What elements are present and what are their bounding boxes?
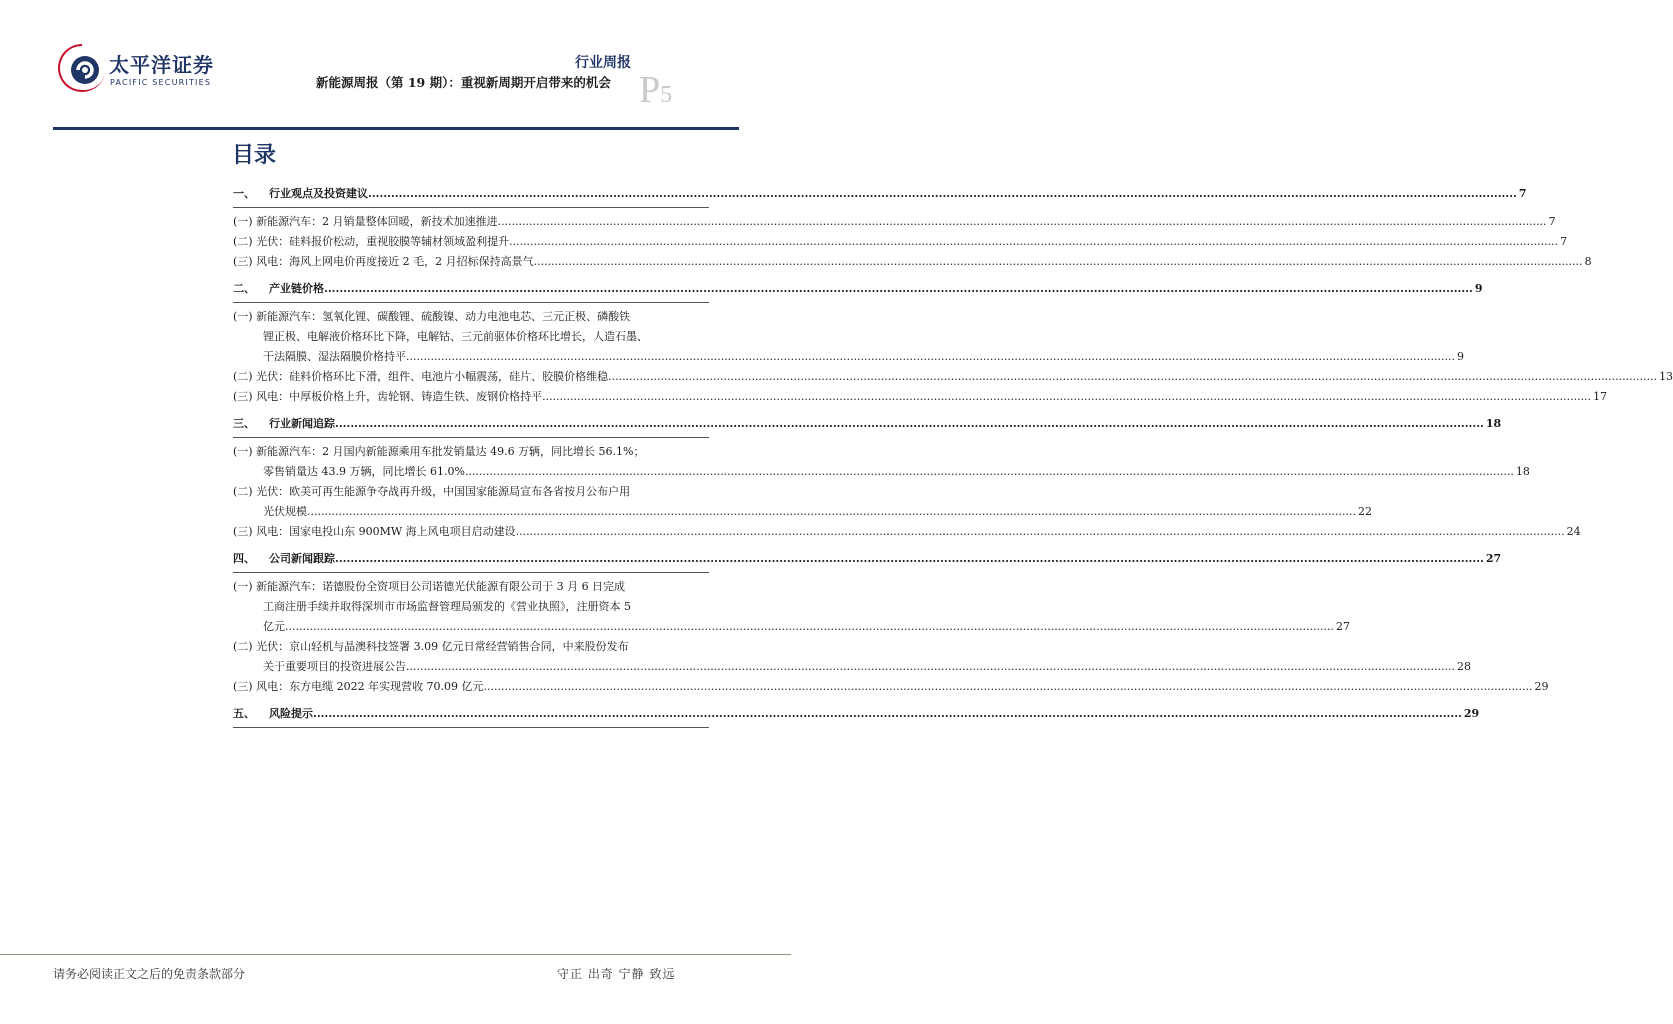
company-logo [52, 40, 272, 100]
toc-page-number: 28 [1456, 660, 1471, 673]
toc-page-number: 9 [1474, 282, 1483, 295]
toc-entry[interactable] [233, 367, 1673, 387]
toc-section-number: 四、 [233, 552, 255, 565]
toc-leader-dots: ............................................................................................................................................................................................................................................................................................................ [406, 350, 1455, 363]
toc-entry-text: (二) 光伏：硅料价格环比下滑，组件、电池片小幅震荡，硅片、胶膜价格维稳 [233, 370, 609, 383]
toc-entry[interactable] [233, 252, 1592, 272]
toc-leader-dots: ............................................................................................................................................................................................................................................................................................................ [483, 680, 1533, 693]
toc-entry[interactable] [233, 522, 1581, 542]
logo-text-cn: 太平洋证券 [109, 53, 214, 77]
toc-page-number: 7 [1560, 235, 1568, 248]
toc-leader-dots: ............................................................................................................................................................................................................................................................................................................ [307, 505, 1356, 518]
toc-entry[interactable] [233, 387, 1608, 407]
toc-entry-text: (一) 新能源汽车：氢氧化锂、碳酸锂、硫酸镍、动力电池电芯、三元正极、磷酸铁 [233, 310, 631, 323]
toc-entry-text: 关于重要项目的投资进展公告 [263, 660, 406, 673]
toc-entry[interactable] [233, 637, 1471, 677]
toc-entry[interactable] [233, 482, 1372, 522]
page-number [639, 68, 672, 112]
toc-section-title: 行业新闻追踪 [269, 417, 335, 430]
toc-page-number: 18 [1485, 417, 1502, 430]
toc-leader-dots: ............................................................................................................................................................................................................................................................................................................ [406, 660, 1455, 673]
toc-page-number: 27 [1485, 552, 1502, 565]
toc-entry[interactable] [233, 677, 1549, 697]
toc-leader-dots: ............................................................................................................................................................................................................................................................................................................ [515, 525, 1565, 538]
toc-leader-dots: ............................................................................................................................................................................................................................................................................................................ [464, 465, 1514, 478]
toc-entry-text: 亿元 [263, 620, 285, 633]
toc-leader-dots: ............................................................................................................................................................................................................................................................................................................ [335, 552, 1484, 565]
toc-page-number: 7 [1518, 187, 1527, 200]
pacific-logo-icon [52, 40, 112, 96]
toc-leader-dots: ............................................................................................................................................................................................................................................................................................................ [509, 235, 1559, 248]
toc-leader-dots: ............................................................................................................................................................................................................................................................................................................ [285, 620, 1334, 633]
toc-entry-text: (三) 风电：中厚板价格上升，齿轮钢、铸造生铁、废钢价格持平 [233, 390, 543, 403]
toc-entry-text: (三) 风电：国家电投山东 900MW 海上风电项目启动建设 [233, 525, 516, 538]
toc-page-number: 27 [1335, 620, 1350, 633]
toc-leader-dots: ............................................................................................................................................................................................................................................................................................................ [542, 390, 1592, 403]
toc-page-number: 8 [1584, 255, 1592, 268]
toc-page-number: 17 [1593, 390, 1608, 403]
toc-entry[interactable] [233, 442, 1530, 482]
toc-leader-dots: ............................................................................................................................................................................................................................................................................................................ [608, 370, 1658, 383]
footer-rule [0, 954, 791, 955]
toc-section-title: 产业链价格 [269, 282, 324, 295]
toc-entry-text: (二) 光伏：欧美可再生能源争夺战再升级，中国国家能源局宣布各省按月公布户用 [233, 485, 631, 498]
toc-entry-text: (一) 新能源汽车：2 月国内新能源乘用车批发销量达 49.6 万辆，同比增长 56.1%； [233, 445, 645, 458]
toc-entry-text: (三) 风电：东方电缆 2022 年实现营收 70.09 亿元 [233, 680, 484, 693]
toc-page-number: 24 [1566, 525, 1581, 538]
toc-leader-dots: ............................................................................................................................................................................................................................................................................................................ [335, 417, 1484, 430]
toc-section[interactable] [233, 185, 1527, 207]
toc-entry-text: (二) 光伏：硅料报价松动，重视胶膜等辅材领域盈利提升 [233, 235, 510, 248]
page-header [0, 0, 791, 130]
toc-section[interactable] [233, 415, 1502, 437]
section-divider [233, 727, 709, 728]
toc-entry[interactable] [233, 232, 1568, 252]
toc-entry[interactable] [233, 577, 1350, 637]
toc-entry-text: 工商注册手续并取得深圳市市场监督管理局颁发的《营业执照》，注册资本 5 [263, 600, 631, 613]
header-rule [53, 127, 739, 130]
toc-page-number: 9 [1456, 350, 1464, 363]
toc-entry[interactable] [233, 307, 1464, 367]
toc-page-number: 29 [1463, 707, 1480, 720]
toc-entry-text: (二) 光伏：京山轻机与晶澳科技签署 3.09 亿元日常经营销售合同，中来股份发布 [233, 640, 629, 653]
toc-entry-text: 锂正极、电解液价格环比下降，电解钴、三元前驱体价格环比增长，人造石墨、 [263, 330, 648, 343]
toc-entry[interactable] [233, 212, 1556, 232]
toc-section[interactable] [233, 550, 1502, 572]
logo-text-en: PACIFIC SECURITIES [110, 78, 212, 87]
toc-page-number: 29 [1534, 680, 1549, 693]
toc-heading: 目录 [232, 142, 277, 168]
disclaimer-note: 请务必阅读正文之后的免责条款部分 [53, 967, 246, 981]
toc-page-number: 7 [1548, 215, 1556, 228]
toc-section-number: 三、 [233, 417, 255, 430]
toc-section[interactable] [233, 280, 1483, 302]
toc-section-number: 五、 [233, 707, 255, 720]
section-divider [233, 437, 709, 438]
toc-section-title: 公司新闻跟踪 [269, 552, 335, 565]
section-divider [233, 572, 709, 573]
toc-section-title: 行业观点及投资建议 [269, 187, 368, 200]
toc-entry-text: (一) 新能源汽车：诺德股份全资项目公司诺德光伏能源有限公司于 3 月 6 日完成 [233, 580, 626, 593]
toc-page-number: 18 [1515, 465, 1530, 478]
page-number-value: 5 [660, 82, 673, 108]
toc-entry-text: (三) 风电：海风上网电价再度接近 2 毛，2 月招标保持高景气 [233, 255, 534, 268]
table-of-contents [233, 185, 1673, 740]
toc-leader-dots: ............................................................................................................................................................................................................................................................................................................ [497, 215, 1547, 228]
toc-page-number: 13 [1659, 370, 1673, 383]
toc-leader-dots: ............................................................................................................................................................................................................................................................................................................ [313, 707, 1462, 720]
toc-leader-dots: ............................................................................................................................................................................................................................................................................................................ [533, 255, 1583, 268]
toc-section[interactable] [233, 705, 1480, 727]
report-title: 新能源周报（第 19 期）：重视新周期开启带来的机会 [316, 75, 611, 90]
toc-leader-dots: ............................................................................................................................................................................................................................................................................................................ [368, 187, 1517, 200]
toc-entry-text: 干法隔膜、湿法隔膜价格持平 [263, 350, 406, 363]
toc-section-title: 风险提示 [269, 707, 313, 720]
toc-page-number: 22 [1357, 505, 1372, 518]
toc-section-number: 一、 [233, 187, 255, 200]
section-divider [233, 207, 709, 208]
toc-leader-dots: ............................................................................................................................................................................................................................................................................................................ [324, 282, 1473, 295]
company-motto: 守正 出奇 宁静 致远 [557, 967, 676, 981]
toc-section-number: 二、 [233, 282, 255, 295]
section-divider [233, 302, 709, 303]
toc-entry-text: 光伏规模 [263, 505, 307, 518]
toc-entry-text: 零售销量达 43.9 万辆，同比增长 61.0% [263, 465, 465, 478]
toc-entry-text: (一) 新能源汽车：2 月销量整体回暖，新技术加速推进 [233, 215, 498, 228]
page-prefix: P [639, 69, 661, 111]
report-type: 行业周报 [575, 55, 631, 71]
